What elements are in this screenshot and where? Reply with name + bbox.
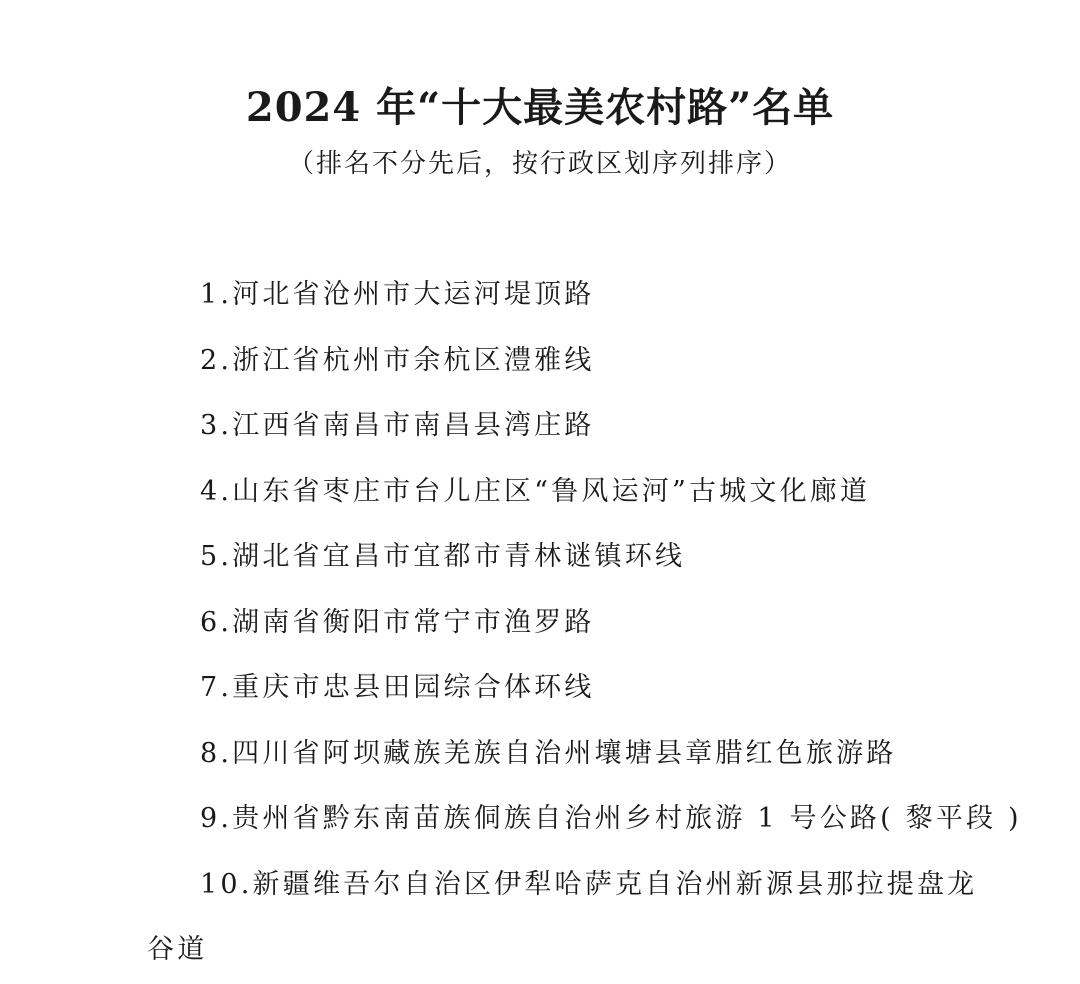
page-title: 2024 年“十大最美农村路”名单 <box>245 84 835 131</box>
list-item: 6.湖南省衡阳市常宁市渔罗路 <box>200 606 595 638</box>
list-item: 3.江西省南昌市南昌县湾庄路 <box>200 410 595 441</box>
list-item: 8.四川省阿坝藏族羌族自治州壤塘县章腊红色旅游路 <box>200 737 897 769</box>
list-item: 2.浙江省杭州市余杭区澧雅线 <box>200 344 595 376</box>
road-list <box>0 262 1080 983</box>
list-item: 7.重庆市忠县田园综合体环线 <box>200 672 595 703</box>
list-item: 9.贵州省黔东南苗族侗族自治州乡村旅游 1 号公路( 黎平段 ) <box>200 803 1022 834</box>
list-item: 4.山东省枣庄市台儿庄区“鲁风运河”古城文化廊道 <box>200 475 871 507</box>
page-subtitle: （排名不分先后，按行政区划序列排序） <box>287 149 792 179</box>
list-item: 10.新疆维吾尔自治区伊犁哈萨克自治州新源县那拉提盘龙 <box>200 868 978 900</box>
list-item: 1.河北省沧州市大运河堤顶路 <box>200 279 595 310</box>
list-item: 5.湖北省宜昌市宜都市青林谜镇环线 <box>200 541 686 572</box>
list-item-continuation: 谷道 <box>147 934 208 965</box>
